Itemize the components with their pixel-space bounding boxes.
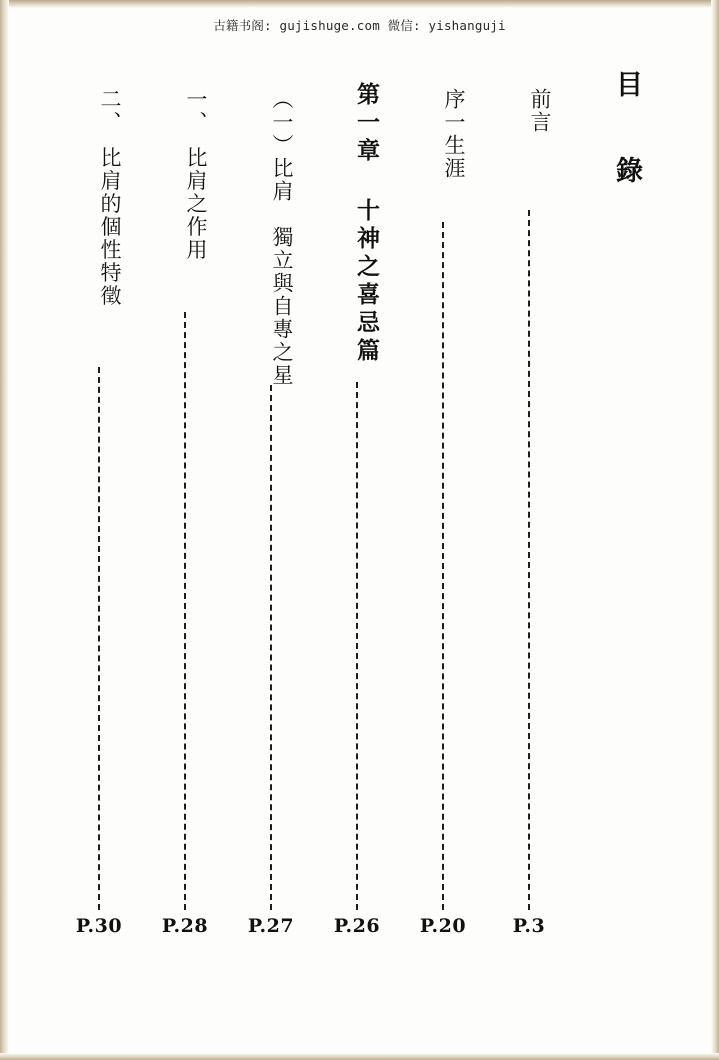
- toc-entry[interactable]: [76, 70, 122, 970]
- toc-page-number[interactable]: P.28: [161, 915, 209, 937]
- toc-leader-line: [356, 382, 358, 910]
- toc-entry-title: （一）比肩 獨立與自專之星: [270, 88, 294, 387]
- toc-entry[interactable]: [248, 70, 294, 970]
- toc-entry-title: 前言: [528, 88, 552, 134]
- toc-entry-title: 第一章 十神之喜忌篇: [353, 82, 380, 366]
- toc-entry-title: 序一生涯: [442, 88, 466, 180]
- toc-entry[interactable]: [506, 70, 552, 970]
- toc-leader-line: [184, 312, 186, 910]
- toc-entry-title: 一、 比肩之作用: [184, 88, 208, 262]
- toc-leader-line: [528, 210, 530, 910]
- toc-page-number[interactable]: P.20: [419, 915, 467, 937]
- watermark-text: 古籍书阁: gujishuge.com 微信: yishanguji: [213, 18, 506, 33]
- toc-leader-line: [442, 222, 444, 910]
- page-edge-top: [0, 0, 719, 8]
- toc-entry-title: 二、 比肩的個性特徵: [98, 88, 122, 308]
- toc-entry[interactable]: [420, 70, 466, 970]
- toc-page-number[interactable]: P.3: [512, 915, 546, 937]
- toc-page-number[interactable]: P.26: [333, 915, 381, 937]
- page-title-column: [596, 70, 642, 970]
- toc-leader-line: [98, 367, 100, 910]
- toc-page-number[interactable]: P.30: [75, 915, 123, 937]
- page-title: 目 錄: [611, 70, 642, 197]
- page-edge-bottom: [0, 1053, 719, 1060]
- table-of-contents: [0, 70, 719, 970]
- toc-entry[interactable]: [162, 70, 208, 970]
- toc-leader-line: [270, 385, 272, 910]
- toc-entry[interactable]: [334, 70, 380, 970]
- toc-page-number[interactable]: P.27: [247, 915, 295, 937]
